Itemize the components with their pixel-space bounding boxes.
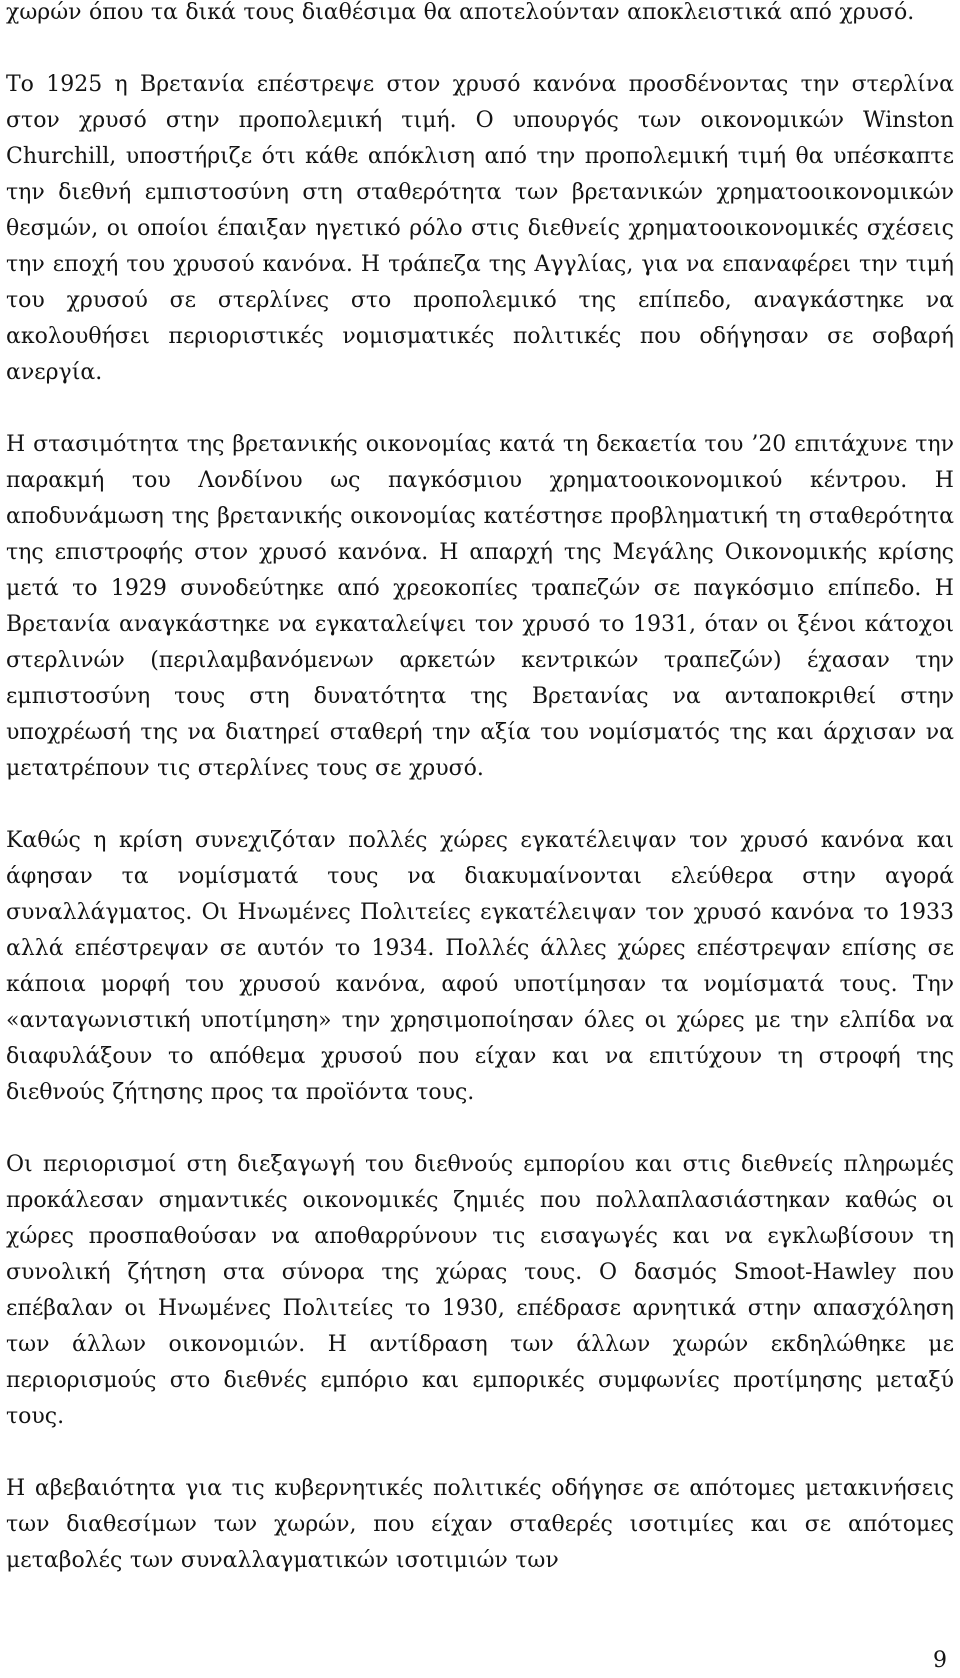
body-text bbox=[6, 0, 954, 1579]
paragraph: Η αβεβαιότητα για τις κυβερνητικές πολιτικές οδήγησε σε απότομες μετακινήσεις των διαθεσίμων των χωρών, που είχαν σταθερές ισοτιμίες και σε απότομες μεταβολές των συναλλαγματικών ισοτιμιών των bbox=[6, 1476, 954, 1573]
page-number: 9 bbox=[933, 1648, 947, 1673]
paragraph: Η στασιμότητα της βρετανικής οικονομίας κατά τη δεκαετία του ’20 επιτάχυνε την παρακμή του Λονδίνου ως παγκόσμιου χρηματοοικονομικού κέντρου. Η αποδυνάμωση της βρετανικής οικονομίας κατέστησε προβληματική τη σταθερότητα της επιστροφής στον χρυσό κανόνα. Η απαρχή της Μεγάλης Οικονομικής κρίσης μετά το 1929 συνοδεύτηκε από χρεοκοπίες τραπεζών σε παγκόσμιο επίπεδο. Η Βρετανία αναγκάστηκε να εγκαταλείψει τον χρυσό το 1931, όταν οι ξένοι κάτοχοι στερλινών (περιλαμβανόμενων αρκετών κεντρικών τραπεζών) έχασαν την εμπιστοσύνη τους στη δυνατότητα της Βρετανίας να ανταποκριθεί στην υποχρέωσή της να διατηρεί σταθερή την αξία του νομίσματός της και άρχισαν να μετατρέπουν τις στερλίνες τους σε χρυσό. bbox=[6, 432, 954, 781]
paragraph: Οι περιορισμοί στη διεξαγωγή του διεθνούς εμπορίου και στις διεθνείς πληρωμές προκάλεσαν σημαντικές οικονομικές ζημιές που πολλαπλασιάστηκαν καθώς οι χώρες προσπαθούσαν να αποθαρρύνουν τις εισαγωγές και να εγκλωβίσουν τη συνολική ζήτηση στα σύνορα της χώρας τους. Ο δασμός Smoot-Hawley που επέβαλαν οι Ηνωμένες Πολιτείες το 1930, επέδρασε αρνητικά στην απασχόληση των άλλων οικονομιών. Η αντίδραση των άλλων χωρών εκδηλώθηκε με περιορισμούς στο διεθνές εμπόριο και εμπορικές συμφωνίες προτίμησης μεταξύ τους. bbox=[6, 1152, 954, 1429]
paragraph: Καθώς η κρίση συνεχιζόταν πολλές χώρες εγκατέλειψαν τον χρυσό κανόνα και άφησαν τα νομίσματά τους να διακυμαίνονται ελεύθερα στην αγορά συναλλάγματος. Οι Ηνωμένες Πολιτείες εγκατέλειψαν τον χρυσό κανόνα το 1933 αλλά επέστρεψαν σε αυτόν το 1934. Πολλές άλλες χώρες επέστρεψαν επίσης σε κάποια μορφή του χρυσού κανόνα, αφού υποτίμησαν τα νομίσματά τους. Την «ανταγωνιστική υποτίμηση» την χρησιμοποίησαν όλες οι χώρες με την ελπίδα να διαφυλάξουν το απόθεμα χρυσού που είχαν και να επιτύχουν τη στροφή της διεθνούς ζήτησης προς τα προϊόντα τους. bbox=[6, 828, 954, 1105]
paragraph: χωρών όπου τα δικά τους διαθέσιμα θα αποτελούνταν αποκλειστικά από χρυσό. bbox=[6, 0, 915, 25]
paragraph: Το 1925 η Βρετανία επέστρεψε στον χρυσό κανόνα προσδένοντας την στερλίνα στον χρυσό στην προπολεμική τιμή. Ο υπουργός των οικονομικών Winston Churchill, υποστήριζε ότι κάθε απόκλιση από την προπολεμική τιμή θα υπέσκαπτε την διεθνή εμπιστοσύνη στη σταθερότητα των βρετανικών χρηματοοικονομικών θεσμών, οι οποίοι έπαιξαν ηγετικό ρόλο στις διεθνείς χρηματοοικονομικές σχέσεις την εποχή του χρυσού κανόνα. Η τράπεζα της Αγγλίας, για να επαναφέρει την τιμή του χρυσού σε στερλίνες στο προπολεμικό της επίπεδο, αναγκάστηκε να ακολουθήσει περιοριστικές νομισματικές πολιτικές που οδήγησαν σε σοβαρή ανεργία. bbox=[6, 72, 954, 385]
